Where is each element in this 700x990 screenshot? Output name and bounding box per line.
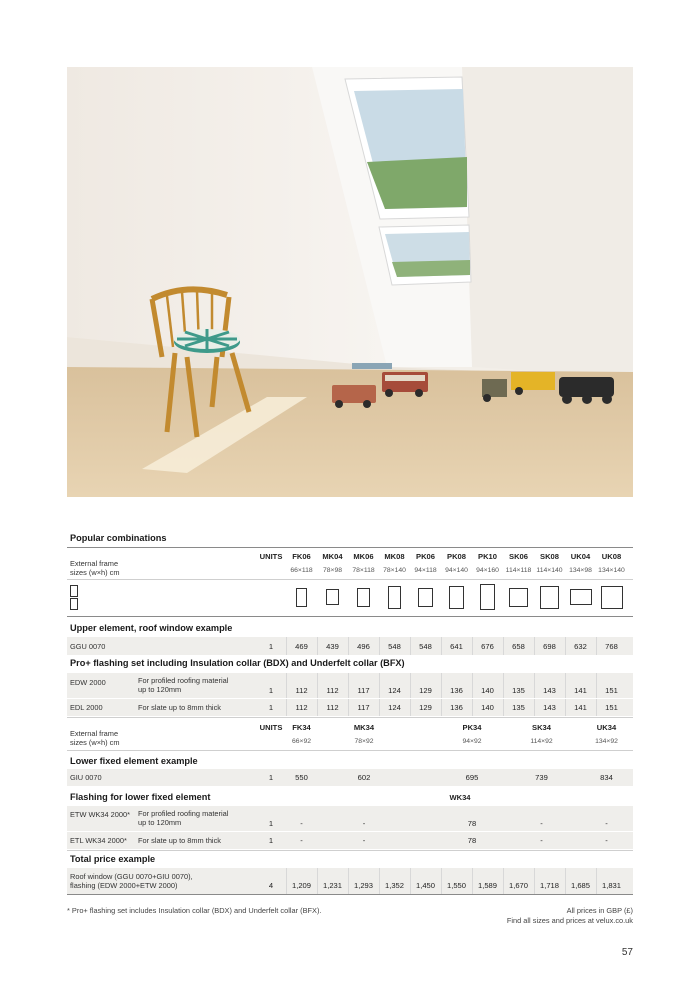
price-cell: 136 (450, 686, 463, 695)
lower-size-dims: 134×92 (595, 738, 618, 745)
column-divider (441, 868, 442, 894)
column-divider (472, 868, 473, 894)
column-divider (472, 673, 473, 698)
size-dims: 114×118 (505, 567, 532, 574)
lower-size-code-header: MK34 (353, 723, 375, 732)
price-cell: 135 (512, 686, 525, 695)
column-divider (596, 637, 597, 655)
lower-size-dims: 94×92 (462, 738, 482, 745)
window-size-shape-icon (570, 589, 592, 605)
price-cell: 1,293 (353, 881, 373, 890)
size-code-header: UK04 (570, 552, 591, 561)
size-dims: 134×140 (598, 567, 625, 574)
window-size-shape-icon (418, 588, 433, 607)
window-size-shape-icon (449, 586, 464, 609)
row-label: EDL 2000 (70, 703, 103, 712)
price-cell: - (300, 836, 303, 845)
size-dims: 78×118 (352, 567, 375, 574)
wk34-code: WK34 (449, 793, 471, 802)
column-divider (441, 699, 442, 716)
price-cell: 141 (574, 686, 587, 695)
row-label: GIU 0070 (70, 773, 102, 782)
price-cell: 140 (481, 703, 494, 712)
price-cell: 834 (600, 773, 613, 782)
table-row (67, 806, 633, 831)
price-cell: 117 (357, 703, 370, 712)
column-divider (503, 868, 504, 894)
row-units: 1 (268, 703, 274, 712)
column-divider (286, 637, 287, 655)
price-cell: 112 (295, 686, 308, 695)
price-cell: 151 (605, 703, 618, 712)
footnote: * Pro+ flashing set includes Insulation collar (BDX) and Underfelt collar (BFX). (67, 906, 322, 915)
size-code-header: PK06 (416, 552, 435, 561)
price-cell: 658 (512, 642, 525, 651)
price-cell: 695 (465, 773, 479, 782)
price-cell: 1,352 (384, 881, 404, 890)
price-cell: 151 (605, 686, 618, 695)
price-cell: 143 (543, 703, 556, 712)
column-divider (286, 868, 287, 894)
row-units: 4 (268, 881, 274, 890)
row-label: EDW 2000 (70, 678, 106, 687)
page-number: 57 (621, 947, 633, 958)
window-size-shape-icon (296, 588, 307, 607)
column-divider (348, 699, 349, 716)
price-cell: 140 (481, 686, 494, 695)
column-divider (317, 868, 318, 894)
attic-room-photo (67, 67, 633, 497)
column-divider (441, 637, 442, 655)
ext-frame-label-lower: External frame sizes (w×h) cm (70, 729, 120, 747)
column-divider (503, 699, 504, 716)
row-units: 1 (268, 836, 274, 845)
size-dims: 134×98 (569, 567, 592, 574)
size-dims: 78×98 (322, 567, 343, 574)
row-label: Roof window (GGU 0070+GIU 0070), flashing (EDW 2000+ETW 2000) (70, 872, 193, 890)
table-row (67, 769, 633, 786)
row-desc: For slate up to 8mm thick (138, 703, 221, 712)
price-cell: 1,209 (291, 881, 311, 890)
column-divider (379, 673, 380, 698)
column-divider (534, 699, 535, 716)
table-row (67, 673, 633, 698)
size-code-header: MK06 (353, 552, 374, 561)
price-cell: 143 (543, 686, 556, 695)
price-cell: 641 (450, 642, 463, 651)
price-cell: 698 (543, 642, 556, 651)
lower-size-dims: 78×92 (354, 738, 374, 745)
window-size-shape-icon (540, 586, 559, 609)
lower-size-code-header: PK34 (462, 723, 482, 732)
column-divider (286, 673, 287, 698)
column-divider (565, 699, 566, 716)
price-cell: 141 (574, 703, 587, 712)
upper-window-shape-icon (70, 585, 78, 597)
price-cell: 1,450 (415, 881, 435, 890)
column-divider (565, 673, 566, 698)
price-cell: 548 (388, 642, 401, 651)
lowflash-title: Flashing for lower fixed element (70, 792, 211, 802)
column-divider (410, 699, 411, 716)
row-desc: For profiled roofing material up to 120mm (138, 676, 229, 694)
column-divider (317, 699, 318, 716)
column-divider (596, 868, 597, 894)
price-cell: 439 (326, 642, 339, 651)
size-dims: 94×160 (476, 567, 499, 574)
ext-frame-label: External frame sizes (w×h) cm (70, 559, 120, 577)
price-cell: 469 (295, 642, 308, 651)
size-code-header: UK08 (601, 552, 622, 561)
price-cell: - (362, 836, 366, 845)
column-divider (565, 868, 566, 894)
size-code-header: PK10 (478, 552, 497, 561)
size-code-header: MK04 (322, 552, 343, 561)
column-divider (472, 699, 473, 716)
price-cell: 1,831 (601, 881, 621, 890)
column-divider (410, 868, 411, 894)
price-cell: 78 (467, 836, 477, 845)
column-divider (317, 637, 318, 655)
price-cell: 135 (512, 703, 525, 712)
size-code-header: SK08 (540, 552, 559, 561)
price-cell: 1,718 (539, 881, 559, 890)
price-cell: 112 (326, 686, 339, 695)
price-cell: 768 (605, 642, 618, 651)
column-divider (410, 673, 411, 698)
price-cell: - (362, 819, 366, 828)
price-cell: 676 (481, 642, 494, 651)
price-cell: 117 (357, 686, 370, 695)
price-cell: - (540, 836, 543, 845)
price-cell: 602 (357, 773, 371, 782)
price-cell: 78 (467, 819, 477, 828)
column-divider (534, 637, 535, 655)
lower-size-code-header: UK34 (596, 723, 617, 732)
price-cell: - (300, 819, 303, 828)
column-divider (441, 673, 442, 698)
price-cell: 1,231 (322, 881, 342, 890)
window-size-shape-icon (388, 586, 401, 609)
price-cell: 632 (574, 642, 587, 651)
size-dims: 94×140 (445, 567, 468, 574)
table-row (67, 637, 633, 655)
price-cell: - (540, 819, 543, 828)
size-dims: 94×118 (414, 567, 437, 574)
price-cell: 112 (326, 703, 339, 712)
size-dims: 114×140 (536, 567, 563, 574)
size-code-header: FK06 (292, 552, 311, 561)
window-size-shape-icon (480, 584, 495, 610)
proflash-title: Pro+ flashing set including Insulation collar (BDX) and Underfelt collar (BFX) (70, 658, 405, 668)
units-header: UNITS (259, 552, 283, 561)
table-row (67, 832, 633, 849)
price-cell: 1,589 (477, 881, 497, 890)
row-units: 1 (268, 773, 274, 782)
price-cell: 739 (535, 773, 548, 782)
price-cell: 1,670 (508, 881, 528, 890)
column-divider (348, 673, 349, 698)
price-table (67, 528, 633, 898)
size-code-header: MK08 (384, 552, 405, 561)
lower-size-code-header: FK34 (292, 723, 311, 732)
price-cell: 1,550 (446, 881, 466, 890)
table-row (67, 699, 633, 716)
row-label: ETW WK34 2000* (70, 810, 130, 819)
lower-window-shape-icon (70, 598, 78, 610)
window-size-shape-icon (326, 589, 339, 605)
price-cell: 136 (450, 703, 463, 712)
column-divider (472, 637, 473, 655)
window-size-shape-icon (357, 588, 370, 607)
column-divider (348, 868, 349, 894)
price-cell: 124 (388, 703, 401, 712)
price-cell: 496 (357, 642, 370, 651)
lower-size-code-header: SK34 (532, 723, 551, 732)
row-label: GGU 0070 (70, 642, 106, 651)
total-title: Total price example (70, 854, 156, 864)
table-row (67, 868, 633, 894)
popular-combinations-title: Popular combinations (70, 533, 167, 543)
lower-element-title: Lower fixed element example (70, 756, 198, 766)
lower-size-dims: 114×92 (530, 738, 553, 745)
size-dims: 66×118 (290, 567, 313, 574)
size-dims: 78×140 (383, 567, 406, 574)
window-size-shape-icon (601, 586, 623, 609)
price-cell: 129 (419, 686, 432, 695)
price-cell: 112 (295, 703, 308, 712)
column-divider (503, 637, 504, 655)
row-units: 1 (268, 642, 274, 651)
row-units: 1 (268, 819, 274, 828)
row-desc: For profiled roofing material up to 120mm (138, 809, 229, 827)
column-divider (410, 637, 411, 655)
column-divider (534, 673, 535, 698)
column-divider (286, 699, 287, 716)
column-divider (596, 673, 597, 698)
units-header-lower: UNITS (259, 723, 283, 732)
column-divider (379, 868, 380, 894)
column-divider (565, 637, 566, 655)
row-label: ETL WK34 2000* (70, 836, 127, 845)
prices-note: All prices in GBP (£) Find all sizes and prices at velux.co.uk (506, 906, 633, 925)
column-divider (317, 673, 318, 698)
price-cell: 1,685 (570, 881, 590, 890)
column-divider (379, 637, 380, 655)
column-divider (534, 868, 535, 894)
row-desc: For slate up to 8mm thick (138, 836, 221, 845)
column-divider (379, 699, 380, 716)
price-cell: 548 (419, 642, 432, 651)
price-cell: 129 (419, 703, 432, 712)
column-divider (596, 699, 597, 716)
size-code-header: SK06 (509, 552, 528, 561)
window-size-shape-icon (509, 588, 528, 607)
column-divider (348, 637, 349, 655)
price-cell: - (605, 836, 608, 845)
price-cell: 124 (388, 686, 401, 695)
row-units: 1 (268, 686, 274, 695)
upper-element-title: Upper element, roof window example (70, 623, 233, 633)
size-code-header: PK08 (447, 552, 466, 561)
price-cell: 550 (295, 773, 308, 782)
lower-size-dims: 66×92 (291, 738, 312, 745)
price-cell: - (605, 819, 608, 828)
column-divider (503, 673, 504, 698)
